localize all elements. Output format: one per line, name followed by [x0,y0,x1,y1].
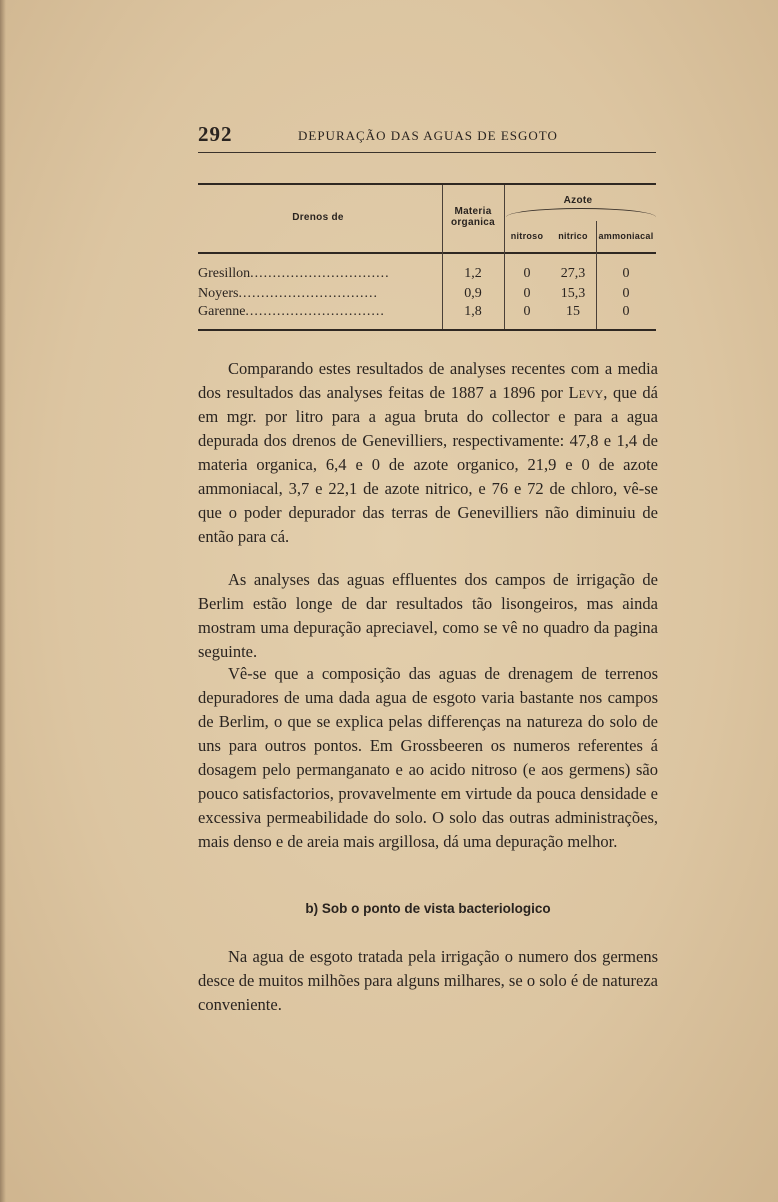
table-header-rule [198,252,656,254]
cell-nitroso: 0 [523,304,531,319]
paragraph-text: , que dá em mgr. por litro para a agua bruta do collector e para a agua depurada dos drenos de Genevilliers, respectivamente: 47,8 e 1,4 de materia organica, 6,4 e 0 de azote organico, 21,9 e 0 de azote ammoniacal, 3,7 e 22,1 de azote nitrico, e 76 e 72 de chloro, vê-se que o poder depurador das terras de Genevilliers não diminuiu de então para cá. [198,383,658,546]
table-row [198,266,656,284]
cell-nitrico: 27,3 [560,266,586,281]
leader-dots: ............................... [245,304,385,319]
paragraph-text: Comparando estes resultados de analyses recentes com a media dos resultados das analyses feitas de 1887 a 1896 por [198,359,658,402]
cell-nitrico: 15 [566,304,580,319]
page-edge-shadow [0,0,6,1202]
leader-dots: ............................... [250,266,390,281]
header-materia [442,206,504,228]
azote-brace [506,208,656,219]
drainage-table [198,183,656,333]
table-bottom-rule [198,329,656,331]
table-row [198,304,656,322]
cell-nitroso: 0 [523,266,531,281]
cell-nitrico: 15,3 [560,286,586,301]
row-label: Gresillon [198,266,251,281]
page-number: 292 [198,122,233,146]
header-drenos: Drenos de [292,212,344,223]
row-name [198,286,440,302]
header-azote: Azote [563,195,593,206]
row-label: Noyers [198,286,239,301]
cell-ammoniacal: 0 [622,286,630,301]
running-title: DEPURAÇÃO DAS AGUAS DE ESGOTO [298,128,558,143]
header-ammoniacal: ammoniacal [598,231,654,241]
header-nitroso: nitroso [510,231,544,241]
paragraph-levy-comparison [198,357,658,549]
table-row [198,286,656,304]
cell-ammoniacal: 0 [622,266,630,281]
header-materia-line2: organica [450,217,496,228]
cell-nitroso: 0 [523,286,531,301]
paragraph-composition: Vê-se que a composição das aguas de drenagem de terrenos depuradores de uma dada agua de esgoto varia bastante nos campos de Berlim, o que se explica pelas differenças na natureza do solo de uns para outros pontos. Em Grossbeeren os numeros referentes á dosagem pelo permanganato e ao acido nitroso (e aos germens) são pouco satisfactorios, provavelmente em virtude da pouca densidade e excessiva permeabilidade do solo. O solo das outras administrações, mais denso e de areia mais argillosa, dá uma depuração melhor. [198,664,658,851]
cell-materia: 0,9 [464,286,482,301]
row-name [198,304,440,320]
table-top-rule [198,183,656,185]
author-name: Levy [568,383,604,402]
page-header [198,122,656,153]
cell-ammoniacal: 0 [622,304,630,319]
section-subheading: b) Sob o ponto de vista bacteriologico [305,901,551,916]
cell-materia: 1,2 [464,266,482,281]
paragraph-germens: Na agua de esgoto tratada pela irrigação o numero dos germens desce de muitos milhões para alguns milhares, se o solo é de natureza conveniente. [198,947,658,1014]
header-nitrico: nitrico [558,231,588,241]
cell-materia: 1,8 [464,304,482,319]
row-name [198,266,440,282]
paragraph-berlim: As analyses das aguas effluentes dos campos de irrigação de Berlim estão longe de dar resultados tão lisongeiros, mas ainda mostram uma depuração apreciavel, como se vê no quadro da pagina seguinte. [198,570,658,661]
row-label: Garenne [198,304,246,319]
header-materia-line1: Materia [454,206,492,217]
leader-dots: ............................... [238,286,378,301]
